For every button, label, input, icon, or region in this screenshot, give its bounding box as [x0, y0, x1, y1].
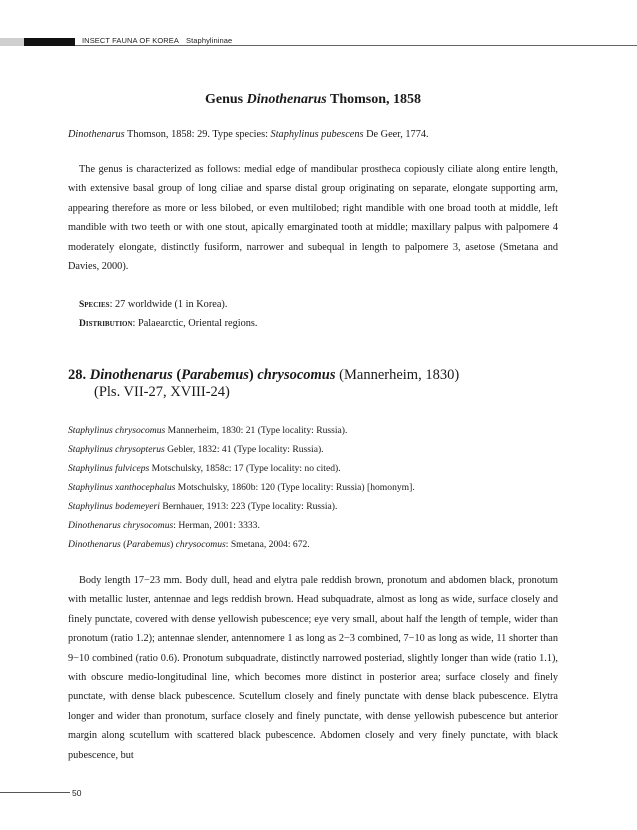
synonym-line: Staphylinus chrysocomus Mannerheim, 1830: 21 (Type locality: Russia). [68, 425, 348, 436]
synonym-line: Staphylinus chrysopterus Gebler, 1832: 41 (Type locality: Russia). [68, 444, 324, 455]
distribution: Distribution: Palaearctic, Oriental regions. [79, 318, 258, 329]
synonym-line: Dinothenarus chrysocomus: Herman, 2001: 3333. [68, 520, 260, 531]
page-number: 50 [72, 788, 82, 798]
synonym-line: Staphylinus fulviceps Motschulsky, 1858c: 17 (Type locality: no cited). [68, 463, 341, 474]
subfamily-title: Staphylininae [185, 36, 233, 45]
series-title: INSECT FAUNA OF KOREA [82, 36, 179, 45]
footer-rule [0, 792, 70, 793]
synonym-line: Staphylinus xanthocephalus Motschulsky, 1860b: 120 (Type locality: Russia) [homonym]. [68, 482, 415, 493]
species-description: Body length 17−23 mm. Body dull, head and elytra pale reddish brown, pronotum and abdomen black, pronotum with metallic luster, antennae and legs reddish brown. Head subquadrate, almost as long as wide, surface closely and finely punctate, covered with dense yellowish pubescence; eye very small, about half the length of temple, wider than pronotum (ratio 1.2); antennae slender, antennomere 1 as long as 2−3 combined, 7−10 as long as wide, 11 shorter than 9−10 combined (ratio 0.6). Pronotum subquadrate, distinctly narrowed posteriad, slightly longer than wide (ratio 1.1), with obscure medio-longitudinal line, which becomes more distinct in posterior area; surface closely and finely punctate, with dense black pubescence. Scutellum closely and finely punctate with dense black pubescence. Elytra longer and wider than pronotum, surface closely and finely punctate, with dense yellowish pubescence but anterior margin along scutellum with scattered black pubescence. Abdomen closely and very finely punctate, with black pubescence, but [68, 575, 558, 761]
genus-title: Genus Dinothenarus Thomson, 1858 [204, 92, 422, 107]
header-rule [75, 45, 637, 46]
genus-description: The genus is characterized as follows: medial edge of mandibular prostheca copiously ciliate along entire length, with extensive basal group of long ciliae and sparse distal group originating on separate, elongate supporting arm, appearing therefore as more or less bilobed, or even multilobed; right mandible with one broad tooth at middle, left mandible with two teeth or with one stout, apically emarginated tooth at middle; maxillary palpus with palpomere 4 moderately elongate, distinctly fusiform, narrower and subequal in length to palpomere 3, asetose (Smetana and Davies, 2000). [68, 164, 558, 273]
synonym-line: Staphylinus bodemeyeri Bernhauer, 1913: 223 (Type locality: Russia). [68, 501, 338, 512]
species-heading: 28. Dinothenarus (Parabemus) chrysocomus (Mannerheim, 1830) (Pls. VII-27, XVIII-24) [68, 367, 460, 400]
species-count: Species: 27 worldwide (1 in Korea). [79, 299, 228, 310]
synonym-line: Dinothenarus (Parabemus) chrysocomus: Smetana, 2004: 672. [68, 539, 310, 550]
running-head [82, 36, 232, 45]
plates-reference: (Pls. VII-27, XVIII-24) [94, 384, 230, 400]
genus-citation: Dinothenarus Thomson, 1858: 29. Type species: Staphylinus pubescens De Geer, 1774. [68, 129, 429, 140]
header-bar [0, 38, 75, 46]
